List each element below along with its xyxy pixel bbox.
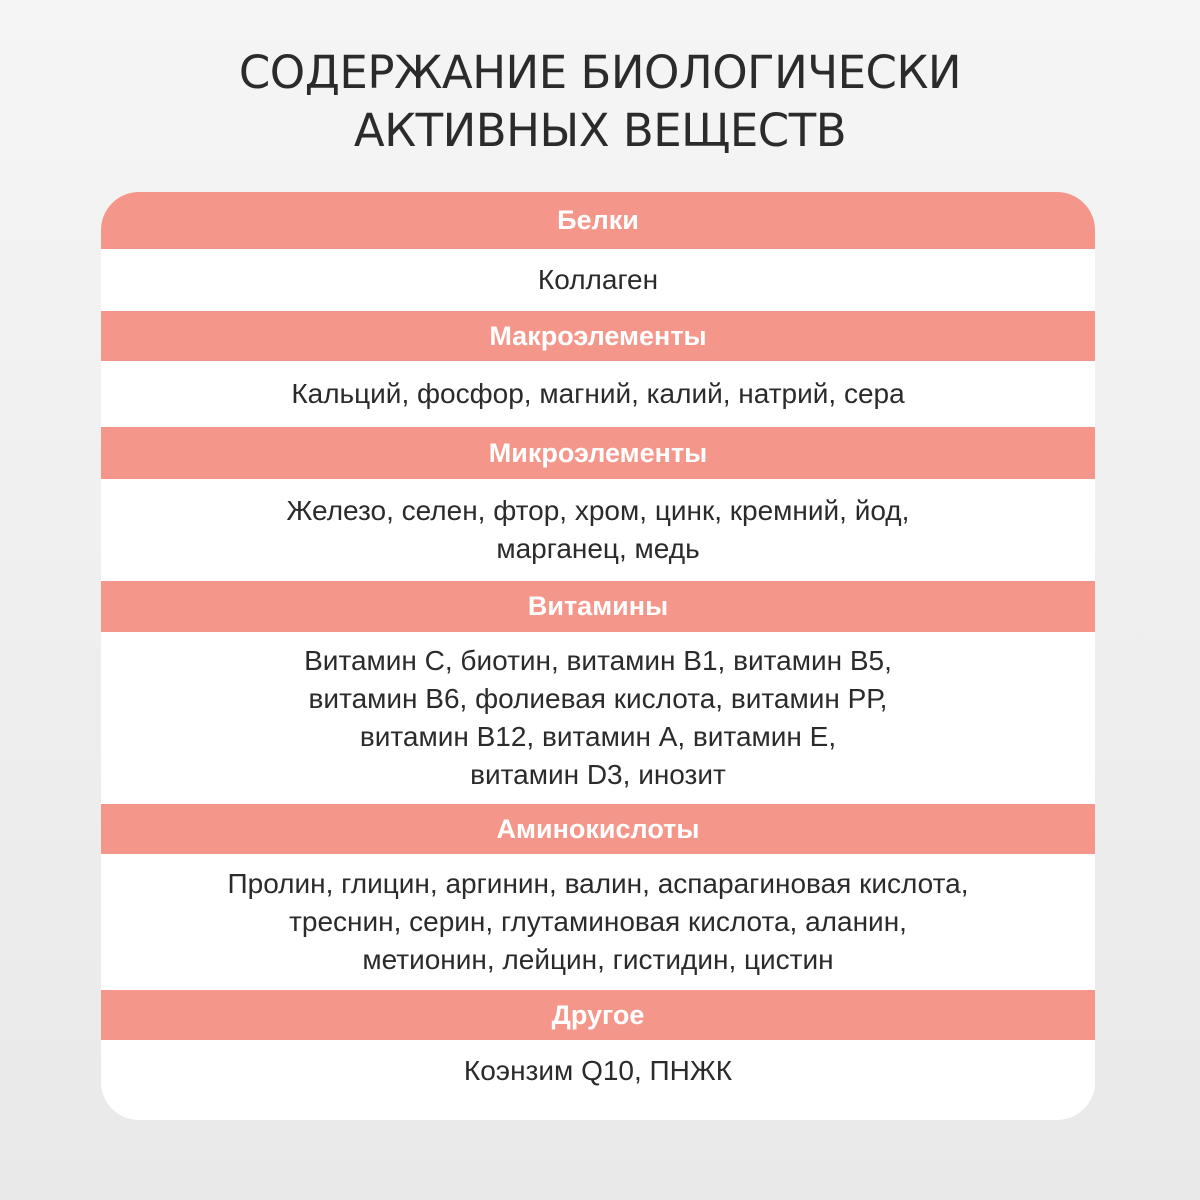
section-content-line: Железо, селен, фтор, хром, цинк, кремний, йод, xyxy=(286,495,910,526)
page-title-line-2: АКТИВНЫХ ВЕЩЕСТВ xyxy=(353,104,847,157)
section-header-label: Макроэлементы xyxy=(489,320,707,351)
section-header-macroelements xyxy=(101,311,1095,361)
section-header-amino-acids xyxy=(101,804,1095,854)
section-header-microelements xyxy=(101,427,1095,479)
section-content-line: марганец, медь xyxy=(496,533,700,564)
section-header-label: Аминокислоты xyxy=(496,813,700,844)
section-content-line: витамин В6, фолиевая кислота, витамин РР, xyxy=(308,683,888,714)
section-header-label: Микроэлементы xyxy=(488,437,708,468)
section-content-microelements xyxy=(101,479,1095,581)
section-header-proteins xyxy=(101,192,1095,249)
section-content-proteins xyxy=(101,249,1095,311)
page-title xyxy=(0,44,1200,160)
page-title-line-1: СОДЕРЖАНИЕ БИОЛОГИЧЕСКИ xyxy=(238,46,962,99)
section-content-line: треснин, серин, глутаминовая кислота, аланин, xyxy=(289,906,907,937)
section-content-other xyxy=(101,1040,1095,1102)
section-header-vitamins xyxy=(101,581,1095,632)
section-content-line: Коэнзим Q10, ПНЖК xyxy=(463,1055,733,1086)
section-header-label: Белки xyxy=(557,205,639,235)
section-content-macroelements xyxy=(101,361,1095,427)
section-content-line: Витамин С, биотин, витамин В1, витамин В5, xyxy=(304,645,892,676)
section-content-line: Пролин, глицин, аргинин, валин, аспарагиновая кислота, xyxy=(227,868,969,899)
section-header-label: Другое xyxy=(551,999,645,1030)
section-content-vitamins xyxy=(101,632,1095,804)
section-content-line: витамин В12, витамин А, витамин Е, xyxy=(359,721,837,752)
section-content-amino-acids xyxy=(101,854,1095,990)
section-header-label: Витамины xyxy=(527,591,669,621)
section-content-line: метионин, лейцин, гистидин, цистин xyxy=(362,944,834,975)
section-content-line: Кальций, фосфор, магний, калий, натрий, сера xyxy=(291,378,905,409)
section-header-other xyxy=(101,990,1095,1040)
section-content-line: Коллаген xyxy=(537,264,659,295)
substances-table xyxy=(101,192,1095,1120)
section-content-line: витамин D3, инозит xyxy=(470,759,726,790)
